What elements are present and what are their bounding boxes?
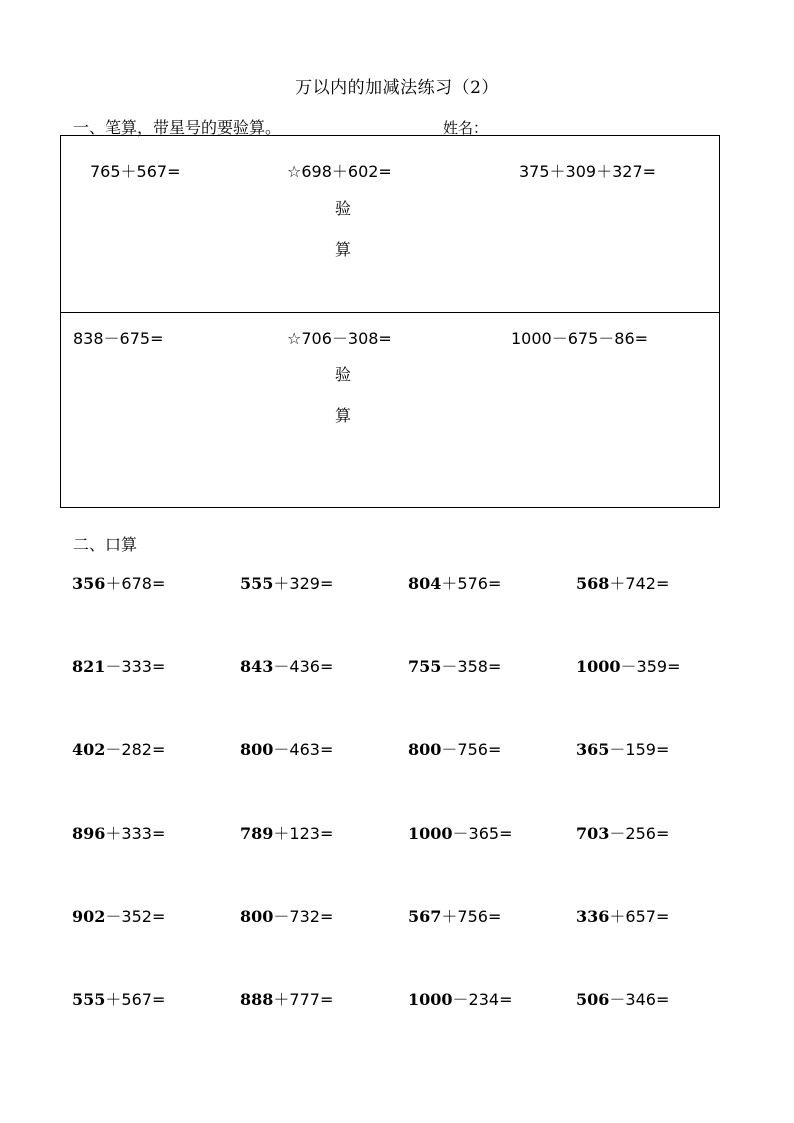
mental-problem: 1000－365= (408, 823, 513, 843)
mental-problem: 843－436= (240, 657, 334, 677)
verify-char: 验 (335, 199, 352, 218)
mental-problem: 567＋756= (408, 906, 502, 926)
mental-problem: 821－333= (72, 657, 166, 677)
section-1-heading: 一、笔算，带星号的要验算。 (73, 118, 282, 137)
mental-problem: 896＋333= (72, 823, 166, 843)
mental-problem: 555＋329= (240, 574, 334, 593)
written-problem-starred: ☆706－308= (287, 329, 392, 348)
written-calculation-box (60, 135, 720, 508)
row-divider (61, 312, 719, 313)
mental-problem: 365－159= (576, 740, 670, 760)
section-2-heading: 二、口算 (73, 535, 138, 554)
mental-problem: 800－463= (240, 740, 334, 760)
verify-char: 验 (335, 365, 352, 384)
mental-problem: 506－346= (576, 989, 670, 1009)
mental-problem: 888＋777= (240, 989, 334, 1009)
mental-problem: 800－732= (240, 906, 334, 926)
written-problem: 838－675= (73, 329, 164, 348)
mental-problem: 902－352= (72, 906, 166, 926)
mental-problem: 402－282= (72, 740, 166, 760)
written-problem: 1000－675－86= (511, 329, 649, 348)
mental-problem: 356＋678= (72, 574, 166, 593)
verify-char: 算 (335, 240, 352, 259)
verify-char: 算 (335, 406, 352, 425)
name-label: 姓名： (443, 119, 489, 137)
mental-problem: 1000－359= (576, 657, 681, 677)
written-problem-starred: ☆698＋602= (287, 162, 392, 181)
mental-problem: 703－256= (576, 823, 670, 843)
mental-problem: 1000－234= (408, 989, 513, 1009)
mental-problem: 336＋657= (576, 906, 670, 926)
mental-problem: 755－358= (408, 657, 502, 677)
mental-math-grid (72, 571, 752, 1070)
mental-problem: 789＋123= (240, 823, 334, 843)
page-title: 万以内的加减法练习（2） (295, 78, 499, 98)
written-problem: 375＋309＋327= (519, 162, 657, 181)
written-problem: 765＋567= (90, 162, 181, 181)
mental-problem: 804＋576= (408, 574, 502, 593)
mental-problem: 555＋567= (72, 989, 166, 1009)
mental-problem: 800－756= (408, 740, 502, 760)
mental-problem: 568＋742= (576, 574, 670, 593)
